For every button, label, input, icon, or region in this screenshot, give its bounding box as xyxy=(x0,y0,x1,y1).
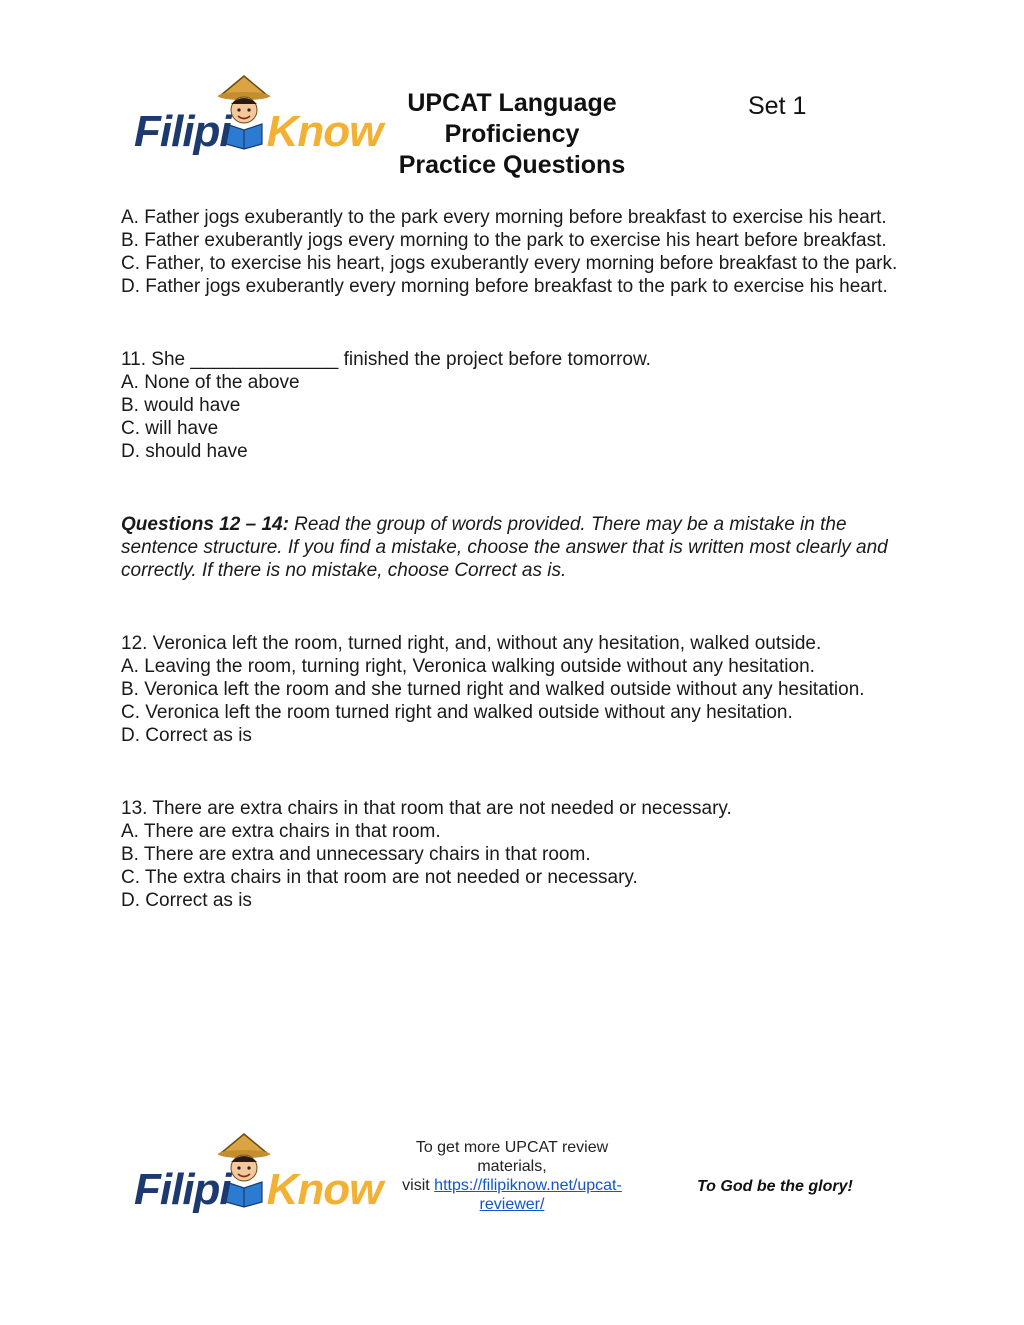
questions-content xyxy=(121,206,901,912)
footer-tagline: To God be the glory! xyxy=(697,1178,853,1195)
title-line-2: Proficiency xyxy=(444,120,580,148)
option-d: D. Correct as is xyxy=(121,890,252,911)
option-a: A. There are extra chairs in that room. xyxy=(121,821,441,842)
footer-line-1: To get more UPCAT review materials, xyxy=(415,1139,609,1175)
logo-text-filipi: Filipi xyxy=(134,107,231,156)
option-c: C. Veronica left the room turned right and walked outside without any hesitation. xyxy=(121,702,793,723)
footer-logo-text-filipi: Filipi xyxy=(134,1165,231,1214)
header-logo xyxy=(132,74,383,184)
question-11 xyxy=(121,348,901,463)
question-12-stem: 12. Veronica left the room, turned right, and, without any hesitation, walked outside. xyxy=(121,633,822,654)
option-b: B. would have xyxy=(121,395,241,416)
option-c: C. will have xyxy=(121,418,219,439)
instructions-lead: Questions 12 – 14: xyxy=(121,514,289,535)
logo-text-know: Know xyxy=(266,107,383,156)
title-line-1: UPCAT Language xyxy=(407,89,617,117)
option-d: D. Correct as is xyxy=(121,725,252,746)
option-c: C. Father, to exercise his heart, jogs exuberantly every morning before breakfast to the park. xyxy=(121,253,898,274)
question-12 xyxy=(121,632,901,747)
option-b: B. Veronica left the room and she turned right and walked outside without any hesitation. xyxy=(121,679,865,700)
footer-logo-text-know: Know xyxy=(266,1165,383,1214)
footer-visit-prefix: visit xyxy=(402,1177,435,1194)
question-11-stem: 11. She ______________ finished the project before tomorrow. xyxy=(121,349,651,370)
title-line-3: Practice Questions xyxy=(398,151,626,179)
footer-review-info xyxy=(392,1138,632,1214)
option-d: D. should have xyxy=(121,441,248,462)
option-a: A. Leaving the room, turning right, Veronica walking outside without any hesitation. xyxy=(121,656,815,677)
question-13 xyxy=(121,797,901,912)
option-c: C. The extra chairs in that room are not needed or necessary. xyxy=(121,867,638,888)
option-b: B. There are extra and unnecessary chairs in that room. xyxy=(121,844,591,865)
footer-logo xyxy=(132,1132,383,1242)
page-title xyxy=(372,88,652,181)
option-b: B. Father exuberantly jogs every morning to the park to exercise his heart before breakfast. xyxy=(121,230,887,251)
footer-line-2 xyxy=(392,1176,632,1214)
set-label: Set 1 xyxy=(748,92,807,120)
option-d: D. Father jogs exuberantly every morning before breakfast to the park to exercise his heart. xyxy=(121,276,888,297)
question-13-stem: 13. There are extra chairs in that room that are not needed or necessary. xyxy=(121,798,732,819)
option-a: A. Father jogs exuberantly to the park every morning before breakfast to exercise his heart. xyxy=(121,207,887,228)
prev-question-options xyxy=(121,206,901,298)
instructions-text: Read the group of words provided. There may be a mistake in the sentence structure. If you find a mistake, choose the answer that is written most clearly and correctly. If there is no mistake, choose Correct as is. xyxy=(121,514,888,581)
instructions-12-14 xyxy=(121,513,901,582)
upcat-reviewer-link[interactable]: https://filipiknow.net/upcat-reviewer/ xyxy=(434,1177,622,1213)
option-a: A. None of the above xyxy=(121,372,300,393)
